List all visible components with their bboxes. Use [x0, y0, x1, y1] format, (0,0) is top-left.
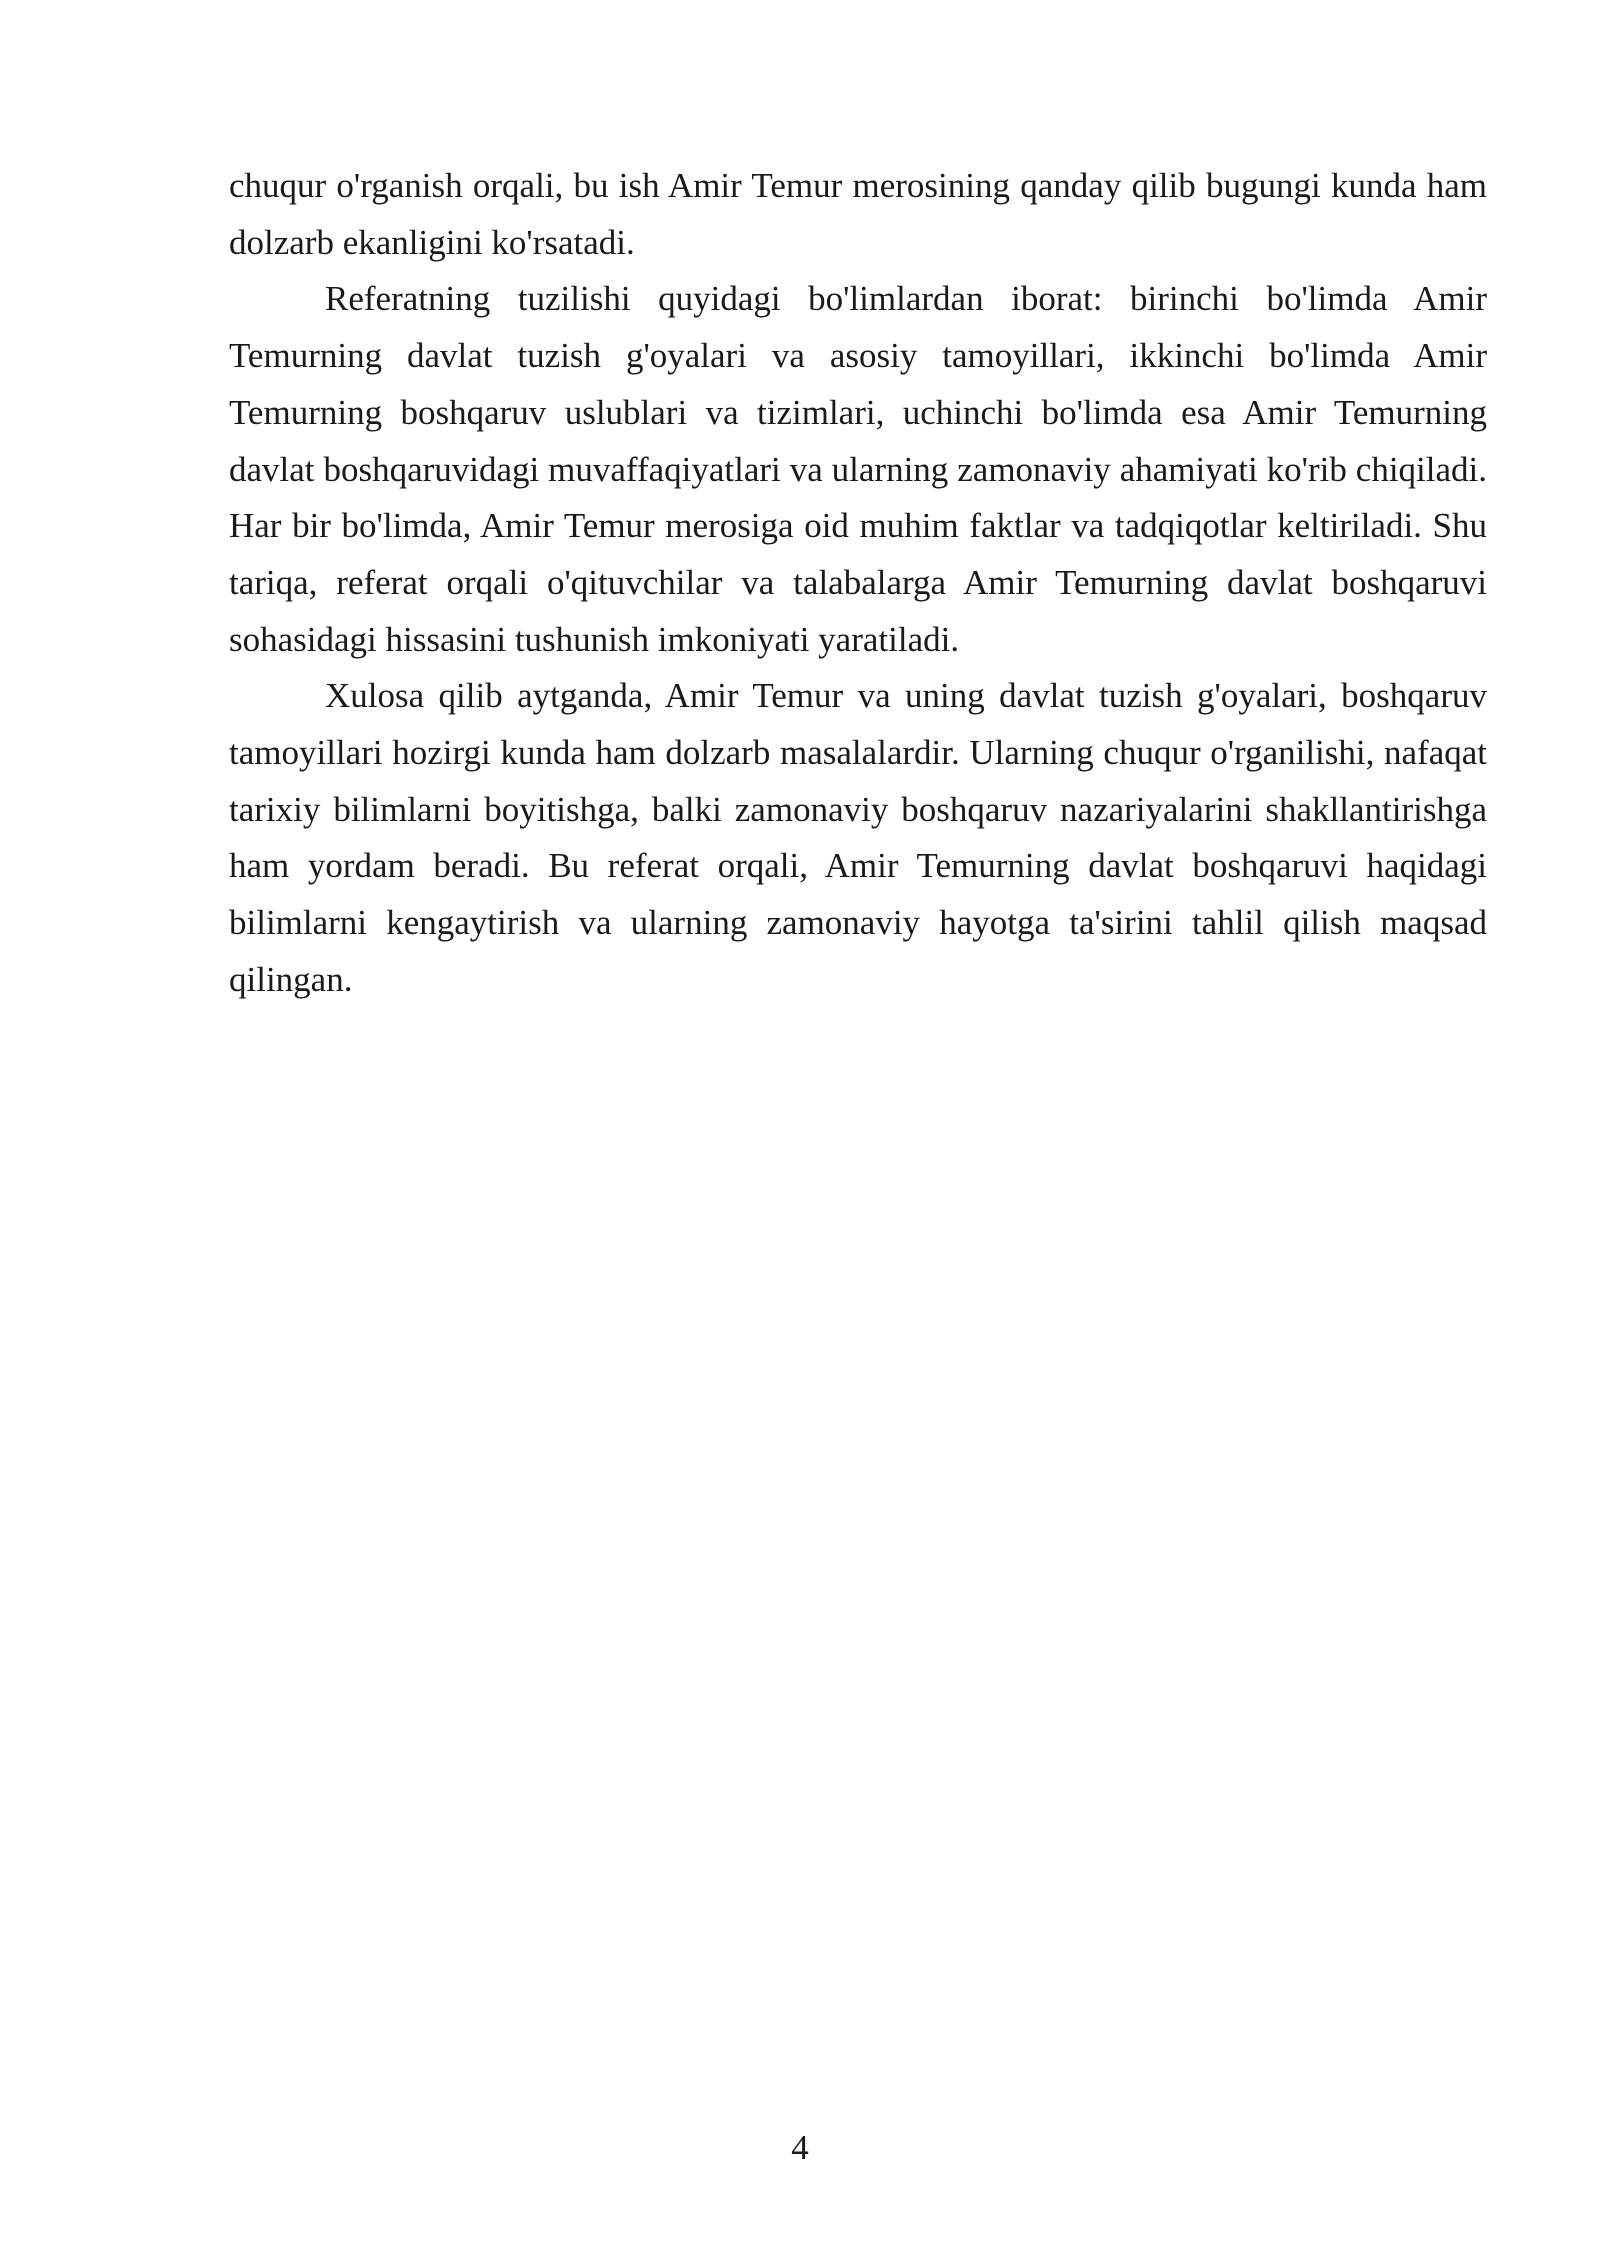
paragraph-structure: Referatning tuzilishi quyidagi bo'limlardan iborat: birinchi bo'limda Amir Temurning davlat tuzish g'oyalari va asosiy tamoyillari, ikkinchi bo'limda Amir Temurning boshqaruv uslublari va tizimlari, uchinchi bo'limda esa Amir Temurning davlat boshqaruvidagi muvaffaqiyatlari va ularning zamonaviy ahamiyati ko'rib chiqiladi. Har bir bo'limda, Amir Temur merosiga oid muhim faktlar va tadqiqotlar keltiriladi. Shu tariqa, referat orqali o'qituvchilar va talabalarga Amir Temurning davlat boshqaruvi sohasidagi hissasini tushunish imkoniyati yaratiladi.: [229, 279, 1487, 659]
body-text: [229, 158, 1487, 1009]
paragraph-conclusion: Xulosa qilib aytganda, Amir Temur va uning davlat tuzish g'oyalari, boshqaruv tamoyillari hozirgi kunda ham dolzarb masalalardir. Ularning chuqur o'rganilishi, nafaqat tarixiy bilimlarni boyitishga, balki zamonaviy boshqaruv nazariyalarini shakllantirishga ham yordam beradi. Bu referat orqali, Amir Temurning davlat boshqaruvi haqidagi bilimlarni kengaytirish va ularning zamonaviy hayotga ta'sirini tahlil qilish maqsad qilingan.: [229, 676, 1487, 999]
page-number: 4: [791, 2128, 809, 2167]
paragraph-continuation: chuqur o'rganish orqali, bu ish Amir Temur merosining qanday qilib bugungi kunda ham dolzarb ekanligini ko'rsatadi.: [229, 166, 1487, 262]
